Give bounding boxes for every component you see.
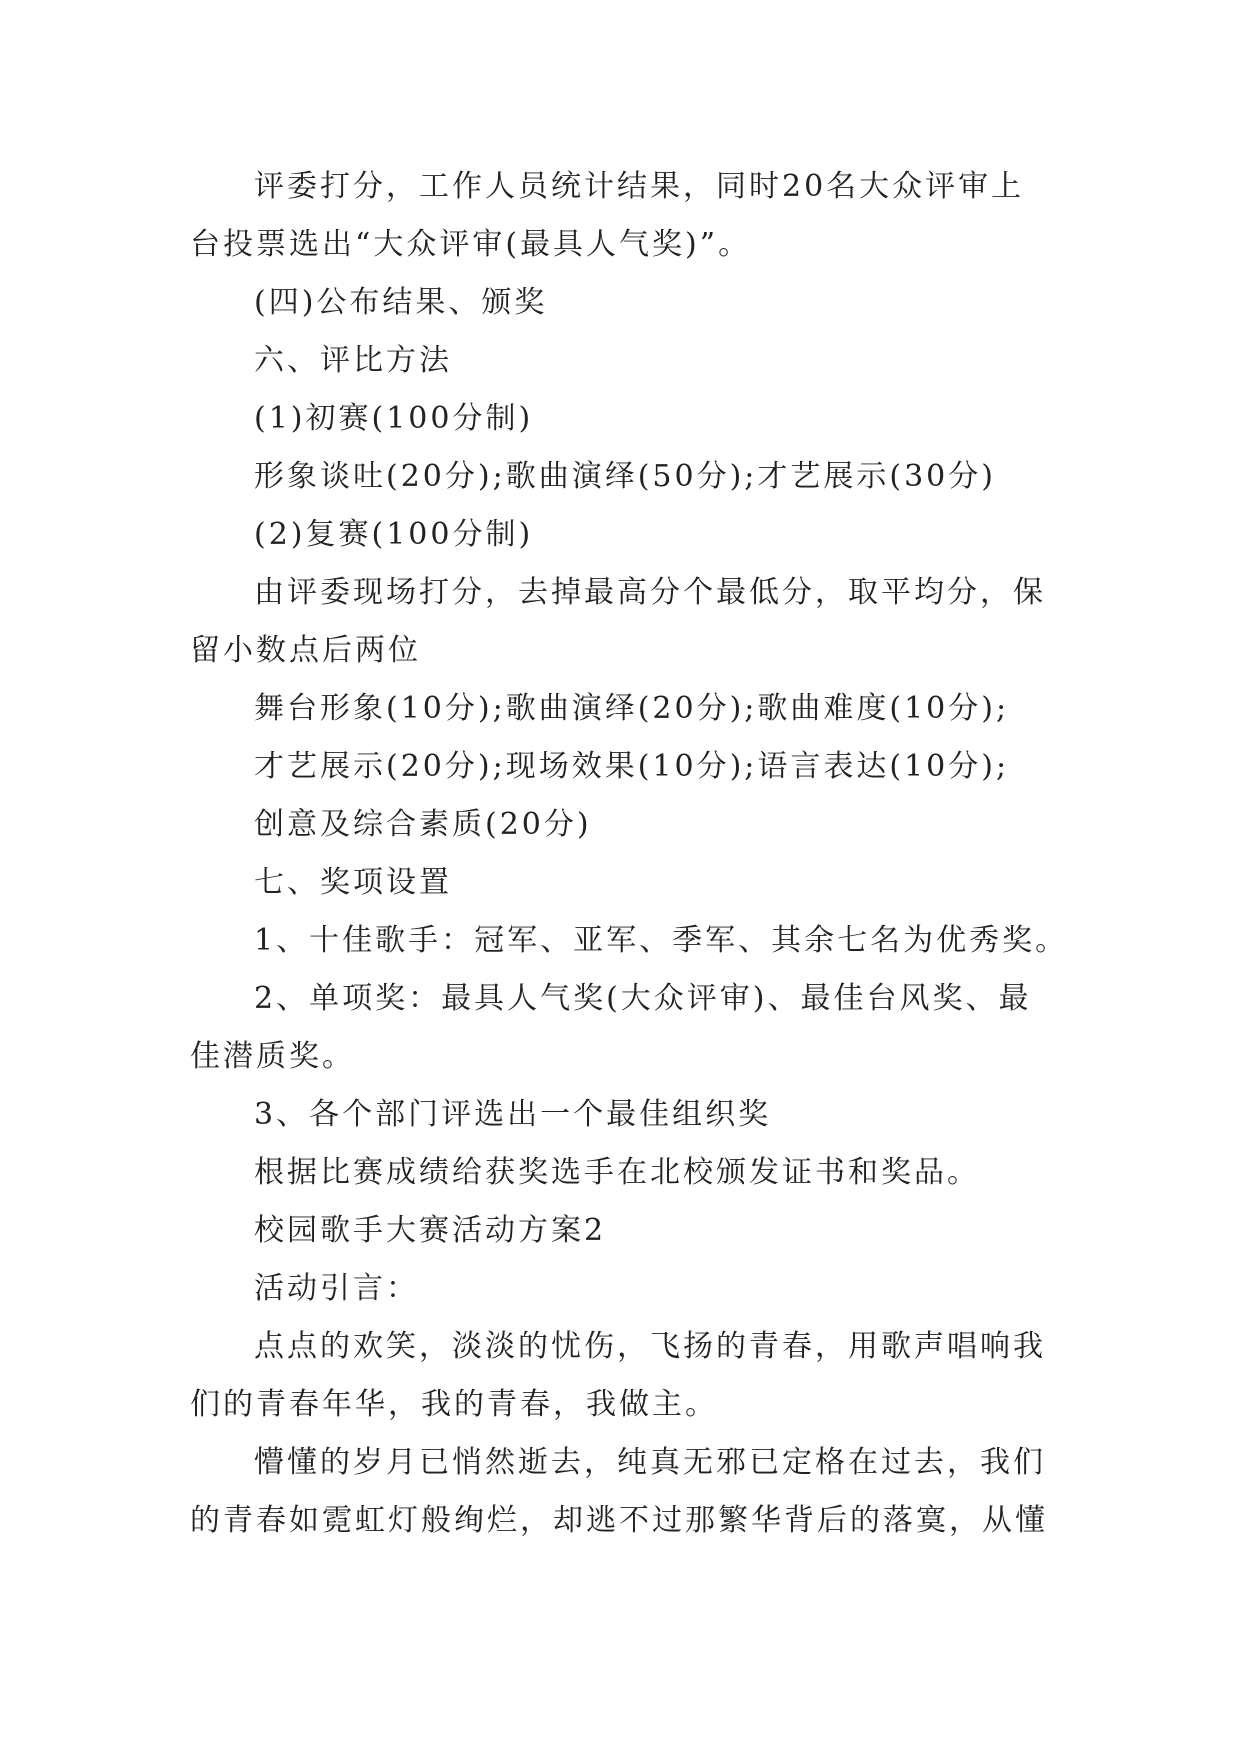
paragraph: [190, 1318, 1052, 1434]
paragraph: [190, 970, 1052, 1086]
text-line: 校园歌手大赛活动方案2: [254, 1213, 607, 1248]
text-line: 懵懂的岁月已悄然逝去，纯真无邪已定格在过去，我们: [254, 1445, 1046, 1480]
text-line: 才艺展示(20分);现场效果(10分);语言表达(10分);: [254, 749, 1010, 784]
text-line: 由评委现场打分，去掉最高分个最低分，取平均分，保: [254, 575, 1046, 610]
paragraph: [190, 738, 1052, 796]
paragraph: [190, 564, 1052, 680]
text-line: 的青春如霓虹灯般绚烂，却逃不过那繁华背后的落寞，从懂: [190, 1503, 1048, 1538]
text-line: 形象谈吐(20分);歌曲演绎(50分);才艺展示(30分): [254, 459, 996, 494]
section-heading: [190, 274, 1052, 332]
section-heading: [190, 332, 1052, 390]
text-line: 评委打分，工作人员统计结果，同时20名大众评审上: [254, 169, 1025, 204]
text-line: 1、十佳歌手：冠军、亚军、季军、其余七名为优秀奖。: [254, 923, 1069, 958]
text-line: 台投票选出“大众评审(最具人气奖)”。: [190, 227, 752, 262]
text-line: 根据比赛成绩给获奖选手在北校颁发证书和奖品。: [254, 1155, 980, 1190]
text-line: (四)公布结果、颁奖: [254, 285, 548, 320]
text-line: 2、单项奖：最具人气奖(大众评审)、最佳台风奖、最: [254, 981, 1032, 1016]
paragraph: [190, 1434, 1052, 1550]
subsection-heading: [190, 506, 1052, 564]
text-line: 3、各个部门评选出一个最佳组织奖: [254, 1097, 772, 1132]
text-line: 留小数点后两位: [190, 633, 421, 668]
paragraph: [190, 158, 1052, 274]
text-line: (1)初赛(100分制): [254, 401, 534, 436]
subsection-heading: [190, 1260, 1052, 1318]
text-line: 们的青春年华，我的青春，我做主。: [190, 1387, 718, 1422]
paragraph: [190, 448, 1052, 506]
text-line: 创意及综合素质(20分): [254, 807, 592, 842]
text-line: (2)复赛(100分制): [254, 517, 534, 552]
document-body: [190, 158, 1069, 1550]
subsection-heading: [190, 390, 1052, 448]
section-heading: [190, 854, 1052, 912]
paragraph: [190, 1086, 1052, 1144]
text-line: 舞台形象(10分);歌曲演绎(20分);歌曲难度(10分);: [254, 691, 1010, 726]
text-line: 七、奖项设置: [254, 865, 452, 900]
paragraph: [190, 912, 1069, 970]
paragraph: [190, 1144, 1052, 1202]
section-title: [190, 1202, 1052, 1260]
paragraph: [190, 796, 1052, 854]
text-line: 点点的欢笑，淡淡的忧伤，飞扬的青春，用歌声唱响我: [254, 1329, 1046, 1364]
paragraph: [190, 680, 1052, 738]
text-line: 六、评比方法: [254, 343, 452, 378]
text-line: 活动引言：: [254, 1271, 419, 1306]
text-line: 佳潜质奖。: [190, 1039, 355, 1074]
